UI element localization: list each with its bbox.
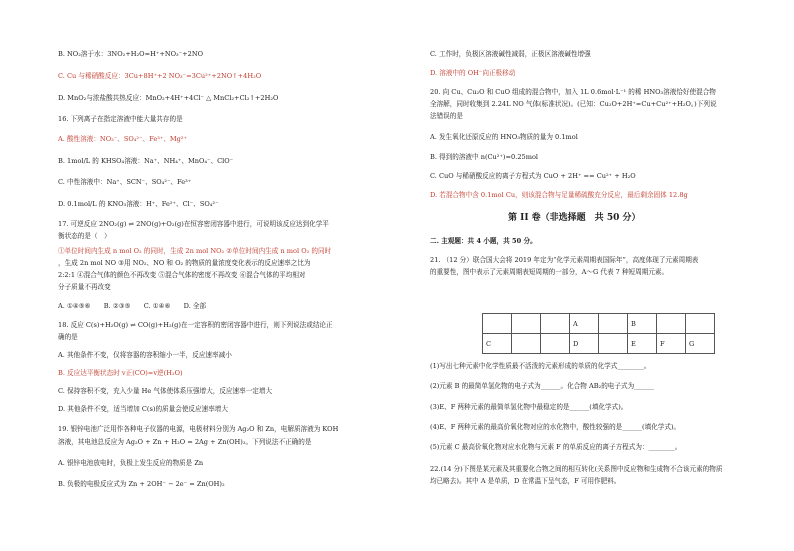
q17-statement-2: ，生成 2n mol NO ③用 NO₂、NO 和 O₂ 的物质的量浓度变化表示的反应速率之比为 — [58, 259, 311, 267]
table-cell — [483, 314, 512, 334]
q21-part-1: (1)写出七种元素中化学性质最不活泼的元素形成的单质的化学式________。 — [430, 362, 651, 370]
q20-option-b: B. 得到的溶液中 n(Cu²⁺)=0.25mol — [430, 153, 539, 161]
subjective-heading: 二. 主观题：共 4 小题，共 50 分。 — [430, 237, 537, 245]
q18-option-c: C. 保持容积不变，充入少量 He 气体使体系压强增大，反应速率一定增大 — [58, 387, 273, 395]
q19-option-c: C. 工作时，负极区溶液碱性减弱，正极区溶液碱性增强 — [430, 50, 591, 58]
q16-option-b: B. 1mol/L 的 KHSO₄溶液：Na⁺、NH₄⁺、MnO₄⁻、ClO⁻ — [58, 157, 234, 165]
question-21-cont: 的重要性，图中表示了元素周期表短周期的一部分，A～G 代表 7 种短周期元素。 — [430, 268, 669, 276]
q19-option-b: B. 负极的电极反应式为 Zn + 2OH⁻ − 2e⁻ = Zn(OH)₂ — [58, 480, 225, 488]
table-cell — [599, 314, 628, 334]
table-row — [483, 314, 715, 334]
q18-option-b: B. 反应达平衡状态时 v正(CO)=v逆(H₂O) — [58, 369, 183, 377]
q20-option-d: D. 若混合物中含 0.1mol Cu，则该混合物与足量稀硫酸充分反应，最后剩余固体 12.8g — [430, 191, 688, 199]
question-18: 18. 反应 C(s)+H₂O(g) ⇌ CO(g)+H₂(g)在一定容积的密闭容器中进行，则下列说法或结论正 — [58, 321, 333, 329]
table-cell — [599, 334, 628, 354]
question-19-cont: 溶液，其电池总反应为 Ag₂O + Zn + H₂O = 2Ag + Zn(OH)₂。下列说法不正确的是 — [58, 438, 312, 446]
q17-statement-3: 2:2:1 ④混合气体的颜色不再改变 ⑤混合气体的密度不再改变 ⑥混合气体的平均相对 — [58, 271, 306, 279]
option-c-cu: C. Cu 与稀硝酸反应：3Cu+8H⁺+2 NO₃⁻=3Cu²⁺+2NO↑+4H₂O — [58, 72, 262, 80]
question-17-cont: 衡状态的是（ ） — [58, 232, 111, 240]
table-cell — [686, 314, 715, 334]
table-cell — [512, 334, 541, 354]
question-17: 17. 可逆反应 2NO₂(g) ⇌ 2NO(g)+O₂(g)在恒容密闭容器中进行，可说明该反应达到化学平 — [58, 220, 329, 228]
question-22-cont: 均已略去)。其中 A 是单质，D 在常温下呈气态，F 可用作肥料。 — [430, 477, 621, 485]
option-b-no2: B. NO₂溶于水：3NO₂+H₂O=H⁺+NO₃⁻+2NO — [58, 50, 204, 58]
table-cell — [541, 334, 570, 354]
q17-statement-4: 分子质量不再改变 — [58, 283, 111, 291]
question-20-cont: 全溶解，同时收集到 2.24L NO 气体(标准状况)。(已知：Cu₂O+2H⁺=Cu+Cu²⁺+H₂O。)下列说 — [430, 100, 717, 108]
q21-part-5: (5)元素 C 最高价氧化物对应水化物与元素 F 的单质反应的离子方程式为：________。 — [430, 443, 682, 451]
q16-option-a: A. 酸性溶液：NO₃⁻、SO₄²⁻、Fe³⁺、Mg²⁺ — [58, 135, 188, 143]
q21-part-2: (2)元素 B 的最简单氢化物的电子式为______。化合物 AB₂的电子式为______ — [430, 382, 654, 390]
table-cell: G — [686, 334, 715, 354]
q17-options: A. ①④⑤⑥ B. ②③⑤ C. ①④⑥ D. 全部 — [58, 302, 207, 310]
question-19: 19. 银锌电池广泛用作各种电子仪器的电源，电极材料分别为 Ag₂O 和 Zn，电解质溶液为 KOH — [58, 425, 339, 433]
table-cell — [512, 314, 541, 334]
q16-option-c: C. 中性溶液中：Na⁺、SCN⁻、SO₄²⁻、Fe³⁺ — [58, 178, 192, 186]
question-22: 22.(14 分)下图是某元素及其重要化合物之间的相互转化(关系图中反应物和生成物不合该元素的物质 — [430, 465, 723, 473]
q20-option-c: C. CuO 与稀硝酸反应的离子方程式为 CuO + 2H⁺ == Cu²⁺ + H₂O — [430, 172, 636, 180]
table-cell: B — [628, 314, 657, 334]
section-2-title: 第 II 卷（非选择题 共 50 分） — [508, 213, 641, 223]
table-cell: A — [570, 314, 599, 334]
periodic-table-fragment — [482, 313, 715, 354]
table-cell — [657, 314, 686, 334]
q21-part-4: (4)E、F 两种元素的最高价氧化物对应的水化物中，酸性较强的是______(填化学式)。 — [430, 423, 681, 431]
q18-option-d: D. 其他条件不变，适当增加 C(s)的质量会使反应速率增大 — [58, 405, 228, 413]
question-16: 16. 下列离子在指定溶液中能大量共存的是 — [58, 115, 183, 123]
option-d-mno2: D. MnO₂与浓盐酸共热反应：MnO₂+4H⁺+4Cl⁻ △ MnCl₂+Cl₂↑+2H₂O — [58, 94, 279, 102]
table-cell: E — [628, 334, 657, 354]
question-20-cont-2: 法错误的是 — [430, 112, 463, 120]
question-20: 20. 向 Cu、Cu₂O 和 CuO 组成的混合物中，加入 1L 0.6mol·L⁻¹ 的稀 HNO₃溶液恰好使混合物 — [430, 88, 716, 96]
q21-part-3: (3)E、F 两种元素的最简单氢化物中最稳定的是______(填化学式)。 — [430, 403, 628, 411]
question-21: 21. （12 分）联合国大会将 2019 年定为“化学元素周期表国际年”，高度体现了元素周期表 — [430, 256, 699, 264]
q19-option-a: A. 银锌电池放电时，负极上发生反应的物质是 Zn — [58, 459, 204, 467]
table-cell: D — [570, 334, 599, 354]
q18-option-a: A. 其他条件不变，仅将容器的容积缩小一半，反应速率减小 — [58, 351, 232, 359]
table-row — [483, 334, 715, 354]
q16-option-d: D. 0.1mol/L 的 KNO₃溶液：H⁺、Fe²⁺、Cl⁻、SO₄²⁻ — [58, 200, 219, 208]
table-cell — [541, 314, 570, 334]
q19-option-d: D. 溶液中的 OH⁻向正极移动 — [430, 69, 516, 77]
question-18-cont: 确的是 — [58, 333, 78, 341]
q17-statement-1: ①单位时间内生成 n mol O₂ 的同时，生成 2n mol NO₂ ②单位时间内生成 n mol O₂ 的同时 — [58, 247, 332, 255]
q20-option-a: A. 发生氧化还原反应的 HNO₃物质的量为 0.1mol — [430, 133, 578, 141]
table-cell: C — [483, 334, 512, 354]
table-cell: F — [657, 334, 686, 354]
